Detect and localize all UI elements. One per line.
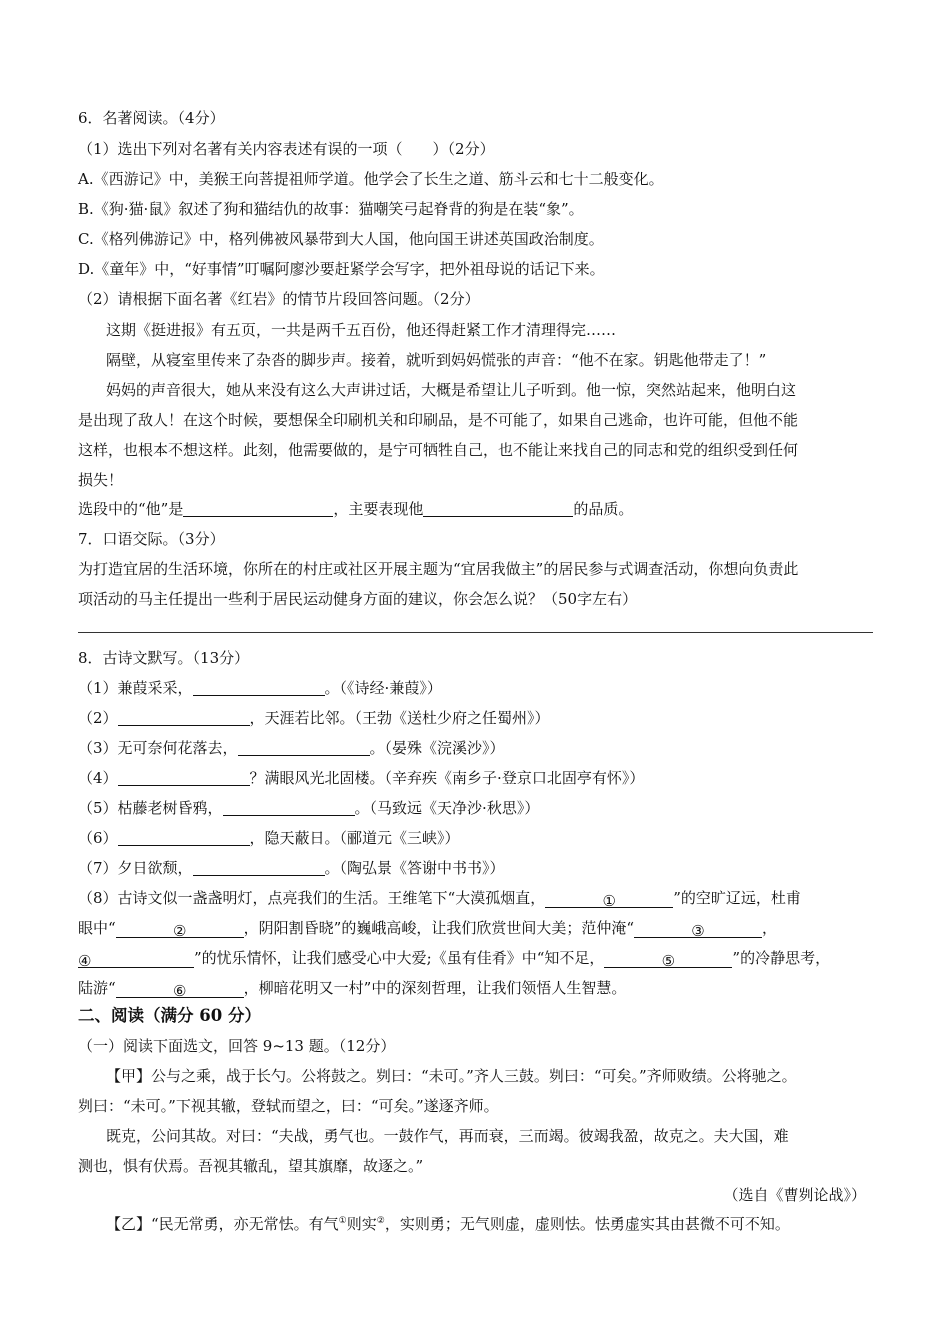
q8-blank-6[interactable] <box>118 829 250 846</box>
q8-item-8-line-4 <box>78 978 626 998</box>
q8-blank-circle-1[interactable]: ① <box>545 891 673 908</box>
q7-line-2: 项活动的马主任提出一些利于居民运动健身方面的建议，你会怎么说？（50字左右） <box>78 590 638 608</box>
q8-item-6-prefix: （6） <box>78 829 118 847</box>
q8-item-6-suffix: ，隐天蔽日。（郦道元《三峡》） <box>249 829 460 847</box>
q8-item-8-text-1: （8）古诗文似一盏盏明灯，点亮我们的生活。王维笔下“大漠孤烟直， <box>78 889 546 907</box>
q8-item-3-suffix: 。（晏殊《浣溪沙》） <box>369 739 505 757</box>
yi-line-1 <box>106 1214 790 1234</box>
yi-text-3: ，实则勇；无气则虚，虚则怯。怯勇虚实其由甚微不可不知。 <box>384 1215 790 1233</box>
q8-item-1 <box>78 678 442 698</box>
q6-answer-text-c: 的品质。 <box>573 500 634 518</box>
q8-item-8-text-2: ”的空旷辽远，杜甫 <box>673 889 801 907</box>
q8-blank-2[interactable] <box>118 709 250 726</box>
hongyan-para-3-line-3: 这样，也根本不想这样。此刻，他需要做的，是宁可牺牲自己，也不能让来找自己的同志和党的组织受到任何 <box>78 441 799 459</box>
q8-item-4 <box>78 768 644 788</box>
q8-title: 8．古诗文默写。（13分） <box>78 649 250 667</box>
q8-item-8-text-5: ， <box>762 919 778 937</box>
q8-blank-circle-3[interactable]: ③ <box>634 921 762 938</box>
q8-blank-circle-2[interactable]: ② <box>116 921 244 938</box>
q8-item-4-suffix: ？满眼风光北固楼。（辛弃疾《南乡子·登京口北固亭有怀》） <box>249 769 645 787</box>
q6-title: 6．名著阅读。（4分） <box>78 109 225 127</box>
section-2-sub1: （一）阅读下面选文，回答 9~13 题。（12分） <box>78 1037 396 1055</box>
q7-answer-line[interactable] <box>78 632 873 633</box>
q8-item-8-line-2 <box>78 918 777 938</box>
q6-answer-text-b: ，主要表现他 <box>333 500 424 518</box>
q6-option-d: D.《童年》中，“好事情”叮嘱阿廖沙要赶紧学会写字，把外祖母说的话记下来。 <box>78 260 605 278</box>
yi-text-2: 则实 <box>346 1215 377 1233</box>
jia-line-3: 既克，公问其故。对曰：“夫战，勇气也。一鼓作气，再而衰，三而竭。彼竭我盈，故克之。夫大国，难 <box>106 1127 789 1145</box>
q8-item-5-suffix: 。（马致远《天净沙·秋思》） <box>354 799 540 817</box>
q8-item-8-text-9: ，柳暗花明又一村”中的深刻哲理，让我们领悟人生智慧。 <box>243 979 627 997</box>
hongyan-para-3-line-2: 是出现了敌人！在这个时候，要想保全印刷机关和印刷品，是不可能了，如果自己逃命，也许可能，但他不能 <box>78 411 799 429</box>
q8-item-8-text-6: ”的忧乐情怀，让我们感受心中大爱;《虽有佳肴》中“知不足， <box>194 949 605 967</box>
q8-item-8-line-3 <box>78 948 830 968</box>
jia-source: （选自《曹刿论战》） <box>723 1186 866 1204</box>
q8-blank-circle-4[interactable]: ④ <box>78 951 194 968</box>
q8-item-2 <box>78 708 550 728</box>
q8-item-5 <box>78 798 539 818</box>
q6-answer-text-a: 选段中的“他”是 <box>78 500 184 518</box>
q8-item-2-prefix: （2） <box>78 709 118 727</box>
q8-item-8-line-1 <box>78 888 801 908</box>
q8-blank-7[interactable] <box>193 859 325 876</box>
q8-item-7-suffix: 。（陶弘景《答谢中书书》） <box>324 859 505 877</box>
q8-item-7 <box>78 858 505 878</box>
answer-blank-he[interactable] <box>183 500 333 517</box>
q7-line-1: 为打造宜居的生活环境，你所在的村庄或社区开展主题为“宜居我做主”的居民参与式调查活动，你想向负责此 <box>78 560 799 578</box>
q8-blank-4[interactable] <box>118 769 250 786</box>
q8-item-8-text-8: 陆游“ <box>78 979 116 997</box>
q8-item-4-prefix: （4） <box>78 769 118 787</box>
q8-blank-3[interactable] <box>238 739 370 756</box>
q8-item-6 <box>78 828 460 848</box>
q8-item-1-suffix: 。（《诗经·兼葭》） <box>324 679 442 697</box>
q8-item-7-prefix: （7）夕日欲颓， <box>78 859 193 877</box>
answer-blank-quality[interactable] <box>423 500 573 517</box>
q6-answer-line <box>78 499 633 519</box>
q8-item-8-text-3: 眼中“ <box>78 919 116 937</box>
hongyan-para-1: 这期《挺进报》有五页，一共是两千五百份，他还得赶紧工作才清理得完…… <box>106 321 617 339</box>
q8-item-8-text-4: ，阴阳割昏晓”的巍峨高峻，让我们欣赏世间大美；范仲淹“ <box>243 919 635 937</box>
jia-line-4: 测也，惧有伏焉。吾视其辙乱，望其旗靡，故逐之。” <box>78 1157 424 1175</box>
q6-sub1: （1）选出下列对名著有关内容表述有误的一项（ ）（2分） <box>78 140 495 158</box>
jia-line-1: 【甲】公与之乘，战于长勺。公将鼓之。刿曰：“未可。”齐人三鼓。刿曰：“可矣。”齐师败绩。公将驰之。 <box>106 1067 797 1085</box>
q6-option-a: A.《西游记》中，美猴王向菩提祖师学道。他学会了长生之道、筋斗云和七十二般变化。 <box>78 170 664 188</box>
q8-item-8-text-7: ”的冷静思考， <box>732 949 831 967</box>
q8-blank-circle-6[interactable]: ⑥ <box>116 981 244 998</box>
q8-item-3-prefix: （3）无可奈何花落去， <box>78 739 238 757</box>
q8-item-5-prefix: （5）枯藤老树昏鸦， <box>78 799 223 817</box>
q6-option-b: B.《狗·猫·鼠》叙述了狗和猫结仇的故事：猫嘲笑弓起脊背的狗是在装“象”。 <box>78 200 584 218</box>
q8-blank-5[interactable] <box>223 799 355 816</box>
footnote-marker-1: ① <box>338 1216 347 1226</box>
q8-item-3 <box>78 738 505 758</box>
q8-blank-circle-5[interactable]: ⑤ <box>604 951 732 968</box>
q8-item-1-prefix: （1）兼葭采采， <box>78 679 193 697</box>
q8-blank-1[interactable] <box>193 679 325 696</box>
q8-item-2-suffix: ，天涯若比邻。（王勃《送杜少府之任蜀州》） <box>249 709 550 727</box>
q6-option-c: C.《格列佛游记》中，格列佛被风暴带到大人国，他向国王讲述英国政治制度。 <box>78 230 604 248</box>
yi-text-1: 【乙】“民无常勇，亦无常怯。有气 <box>106 1215 339 1233</box>
footnote-marker-2: ② <box>376 1216 385 1226</box>
section-2-title: 二、阅读（满分 60 分） <box>78 1006 261 1025</box>
q7-title: 7．口语交际。（3分） <box>78 530 225 548</box>
hongyan-para-2: 隔壁，从寝室里传来了杂沓的脚步声。接着，就听到妈妈慌张的声音：“他不在家。钥匙他带走了！” <box>106 351 767 369</box>
q6-sub2: （2）请根据下面名著《红岩》的情节片段回答问题。（2分） <box>78 290 480 308</box>
jia-line-2: 刿曰：“未可。”下视其辙，登轼而望之，曰：“可矣。”遂逐齐师。 <box>78 1097 499 1115</box>
hongyan-para-3-line-4: 损失！ <box>78 471 124 489</box>
hongyan-para-3-line-1: 妈妈的声音很大，她从来没有这么大声讲过话，大概是希望让儿子听到。他一惊，突然站起来，他明白这 <box>106 381 797 399</box>
